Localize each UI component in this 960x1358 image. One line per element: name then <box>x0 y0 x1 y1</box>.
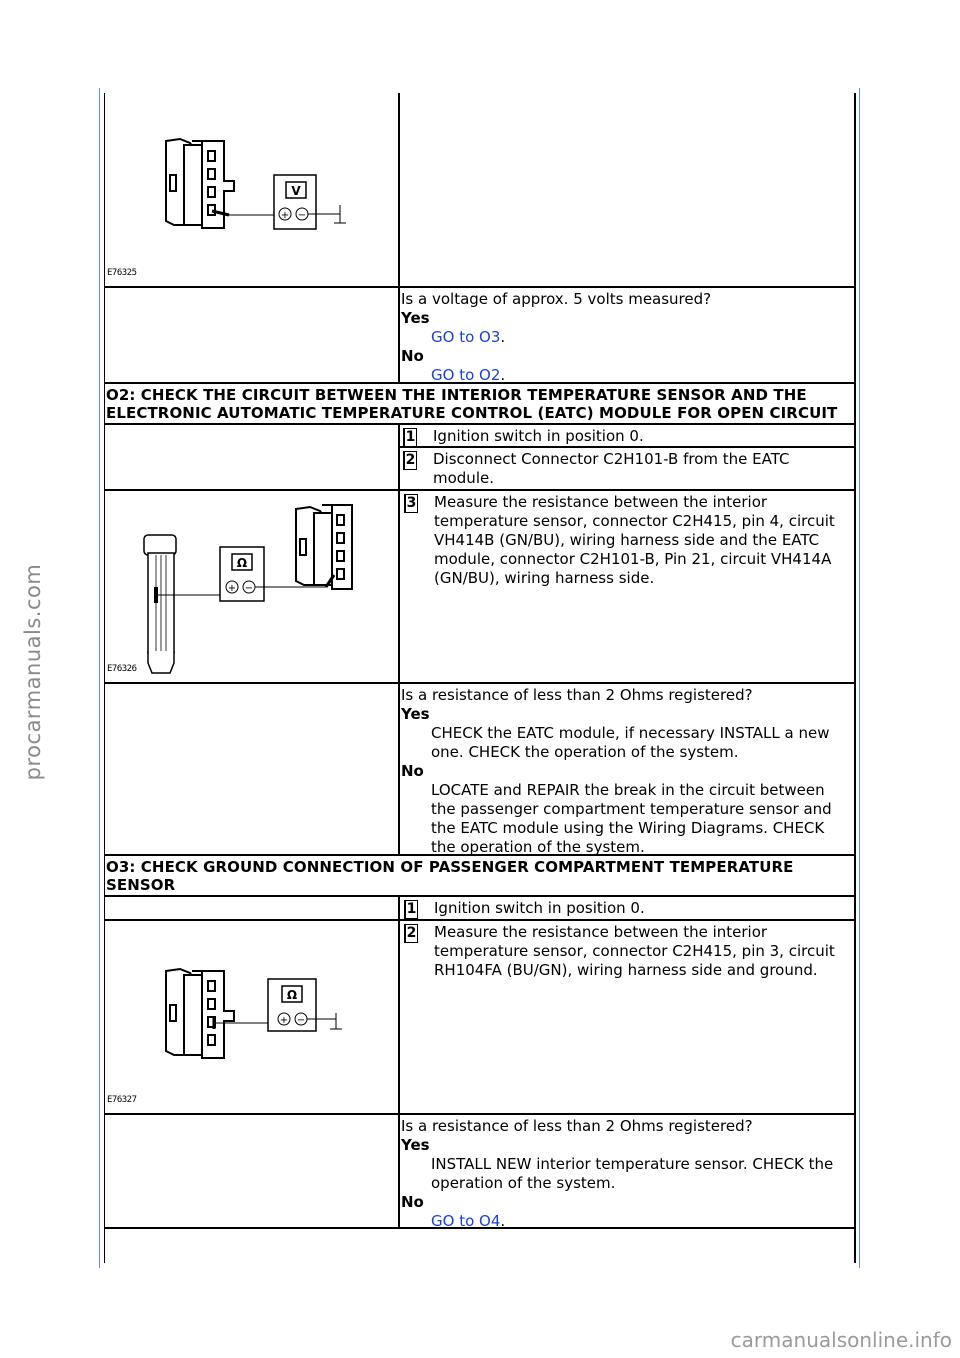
step-number-badge: 3 <box>404 494 418 513</box>
step-number-badge: 2 <box>403 451 417 470</box>
yes-action-text: INSTALL NEW interior temperature sensor. CHECK the operation of the system. <box>431 1155 834 1192</box>
svg-text:−: − <box>244 583 254 594</box>
go-to-o3-link[interactable]: GO to O3 <box>431 328 501 346</box>
o2-step-2 <box>400 448 855 488</box>
figure-id-1: E76325 <box>107 268 137 278</box>
step-number-badge: 1 <box>403 428 417 447</box>
step-number-badge: 1 <box>404 900 418 919</box>
o3-heading: O3: CHECK GROUND CONNECTION OF PASSENGER COMPARTMENT TEMPERATURE SENSOR <box>106 858 794 894</box>
question-text: Is a resistance of less than 2 Ohms registered? <box>401 686 753 704</box>
yes-label: Yes <box>401 1136 430 1154</box>
step-text: Measure the resistance between the interior temperature sensor, connector C2H415, pin 4, circuit VH414B (GN/BU), wiring harness side and the EATC module, connector C2H101-B, Pin 21, circuit VH414A (GN/BU), wiring harness side. <box>434 493 835 587</box>
figure-row-1 <box>104 93 855 288</box>
svg-text:−: − <box>297 210 307 221</box>
period: . <box>500 328 506 346</box>
ohmmeter-label: Ω <box>236 556 248 570</box>
figure-id-2: E76326 <box>107 664 137 674</box>
svg-text:−: − <box>296 1015 306 1026</box>
o2-figure-row <box>104 491 855 684</box>
step-text: Ignition switch in position 0. <box>434 899 645 917</box>
no-label: No <box>401 762 424 780</box>
ohmmeter-label: Ω <box>286 988 298 1002</box>
bottom-watermark: carmanualsonline.info <box>730 1328 952 1352</box>
no-label: No <box>401 347 424 365</box>
yes-label: Yes <box>401 705 430 723</box>
voltmeter-label: V <box>291 184 301 198</box>
svg-text:+: + <box>227 583 237 594</box>
voltmeter-diagram <box>104 93 398 286</box>
step-text: Ignition switch in position 0. <box>433 427 644 445</box>
o2-heading: O2: CHECK THE CIRCUIT BETWEEN THE INTERIOR TEMPERATURE SENSOR AND THE ELECTRONIC AUTOMATIC TEMPERATURE CONTROL (EATC) MODULE FOR OPEN CIRCUIT <box>106 386 838 422</box>
section-heading-o3 <box>104 856 855 897</box>
o2-step-1 <box>400 425 855 448</box>
svg-text:+: + <box>280 210 290 221</box>
figure-cell-3 <box>104 921 400 1113</box>
yes-label: Yes <box>401 309 430 327</box>
figure-cell-2 <box>104 491 400 682</box>
step-text: Measure the resistance between the interior temperature sensor, connector C2H415, pin 3, circuit RH104FA (BU/GN), wiring harness side and ground. <box>434 923 835 979</box>
left-margin-rule <box>99 88 100 1268</box>
o3-step-2 <box>401 923 853 980</box>
question-text: Is a resistance of less than 2 Ohms registered? <box>401 1117 753 1135</box>
go-to-o2-link[interactable]: GO to O2 <box>431 366 501 384</box>
no-label: No <box>401 1193 424 1211</box>
question-text: Is a voltage of approx. 5 volts measured? <box>401 290 712 308</box>
o3-figure-row <box>104 921 855 1115</box>
step-number-badge: 2 <box>404 924 418 943</box>
step-text: Disconnect Connector C2H101-B from the EATC module. <box>433 450 790 487</box>
svg-text:+: + <box>279 1015 289 1026</box>
figure-cell-1 <box>104 93 400 286</box>
o2-step-3 <box>401 493 853 588</box>
o2-steps-row <box>104 425 855 491</box>
go-to-o4-link[interactable]: GO to O4 <box>431 1212 501 1230</box>
right-margin-rule <box>859 88 860 1268</box>
ohmmeter-diagram-harness <box>104 491 398 682</box>
o3-step-1-row <box>104 897 855 921</box>
section-heading-o2 <box>104 384 855 425</box>
period: . <box>500 366 506 384</box>
question-row-2 <box>104 684 855 856</box>
procedure-table <box>104 93 855 1229</box>
question-row-1 <box>104 288 855 384</box>
period: . <box>500 1212 506 1230</box>
figure-id-3: E76327 <box>107 1095 137 1105</box>
side-watermark: procarmanuals.com <box>21 563 45 781</box>
ohmmeter-ground-diagram <box>104 921 398 1113</box>
o3-step-1 <box>401 899 853 919</box>
yes-action-text: CHECK the EATC module, if necessary INSTALL a new one. CHECK the operation of the system. <box>431 724 830 761</box>
question-row-3 <box>104 1115 855 1229</box>
no-action-text: LOCATE and REPAIR the break in the circuit between the passenger compartment temperature sensor and the EATC module using the Wiring Diagrams. CHECK the operation of the system. <box>431 781 832 856</box>
